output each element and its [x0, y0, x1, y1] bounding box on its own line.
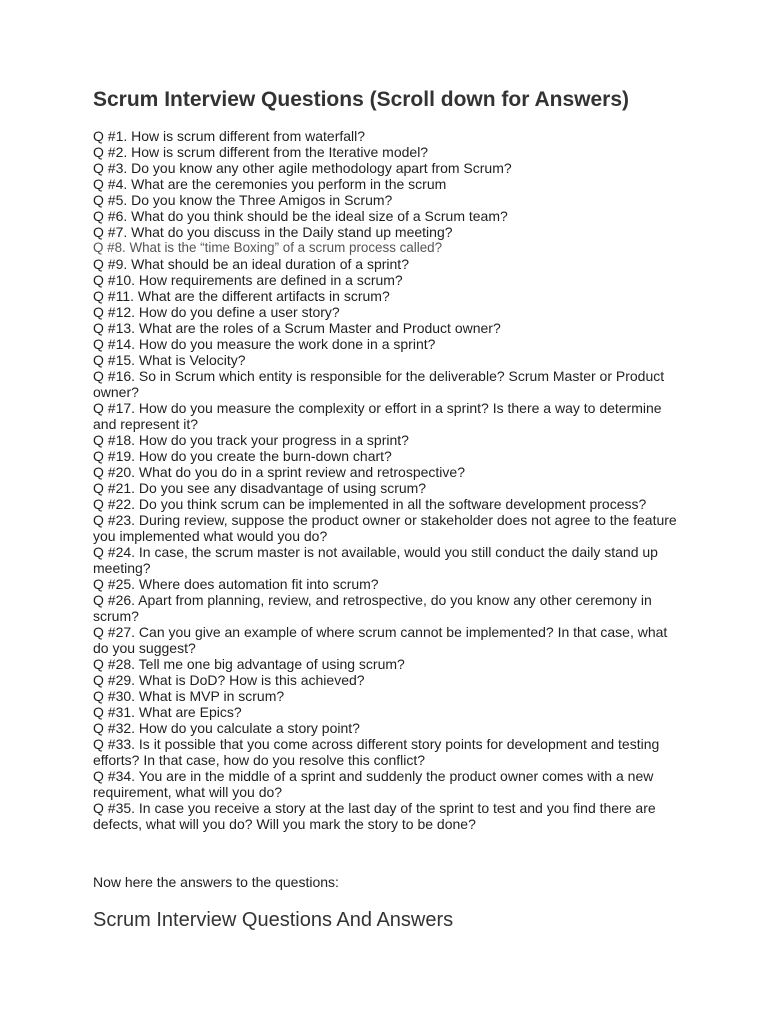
question-item: Q #33. Is it possible that you come across different story points for development and testing efforts? In that case, how do you resolve this conflict? — [93, 736, 660, 768]
question-item: Q #13. What are the roles of a Scrum Master and Product owner? — [93, 320, 501, 336]
question-item: Q #28. Tell me one big advantage of using scrum? — [93, 656, 405, 672]
question-item: Q #30. What is MVP in scrum? — [93, 688, 285, 704]
question-item: Q #32. How do you calculate a story point? — [93, 720, 360, 736]
question-item: Q #25. Where does automation fit into scrum? — [93, 576, 379, 592]
question-item: Q #12. How do you define a user story? — [93, 304, 340, 320]
answers-heading: Scrum Interview Questions And Answers — [93, 909, 454, 931]
question-item: Q #23. During review, suppose the product owner or stakeholder does not agree to the feature you implemented what would you do? — [93, 512, 677, 544]
question-item: Q #27. Can you give an example of where scrum cannot be implemented? In that case, what do you suggest? — [93, 624, 668, 656]
question-item: Q #1. How is scrum different from waterfall? — [93, 128, 366, 144]
question-item: Q #19. How do you create the burn-down chart? — [93, 448, 392, 464]
question-item: Q #35. In case you receive a story at the last day of the sprint to test and you find there are defects, what will you do? Will you mark the story to be done? — [93, 800, 656, 832]
question-item: Q #14. How do you measure the work done in a sprint? — [93, 336, 436, 352]
answers-intro: Now here the answers to the questions: — [93, 874, 339, 890]
question-item: Q #22. Do you think scrum can be implemented in all the software development process? — [93, 496, 647, 512]
question-item: Q #6. What do you think should be the ideal size of a Scrum team? — [93, 208, 508, 224]
question-item: Q #9. What should be an ideal duration of a sprint? — [93, 256, 409, 272]
question-item: Q #4. What are the ceremonies you perform in the scrum — [93, 176, 447, 192]
question-item: Q #29. What is DoD? How is this achieved? — [93, 672, 365, 688]
question-item: Q #18. How do you track your progress in a sprint? — [93, 432, 409, 448]
question-item: Q #8. What is the “time Boxing” of a scrum process called? — [93, 240, 443, 255]
question-item: Q #17. How do you measure the complexity or effort in a sprint? Is there a way to determine and represent it? — [93, 400, 662, 432]
question-item: Q #10. How requirements are defined in a scrum? — [93, 272, 403, 288]
question-item: Q #7. What do you discuss in the Daily stand up meeting? — [93, 224, 453, 240]
page-title: Scrum Interview Questions (Scroll down for Answers) — [93, 88, 629, 111]
question-item: Q #15. What is Velocity? — [93, 352, 246, 368]
question-item: Q #16. So in Scrum which entity is responsible for the deliverable? Scrum Master or Product owner? — [93, 368, 665, 400]
question-item: Q #11. What are the different artifacts in scrum? — [93, 288, 390, 304]
question-item: Q #5. Do you know the Three Amigos in Scrum? — [93, 192, 393, 208]
question-item: Q #2. How is scrum different from the Iterative model? — [93, 144, 429, 160]
question-item: Q #20. What do you do in a sprint review and retrospective? — [93, 464, 465, 480]
question-item: Q #31. What are Epics? — [93, 704, 242, 720]
question-item: Q #24. In case, the scrum master is not available, would you still conduct the daily stand up meeting? — [93, 544, 658, 576]
question-item: Q #3. Do you know any other agile methodology apart from Scrum? — [93, 160, 512, 176]
question-list — [93, 128, 683, 832]
question-item: Q #21. Do you see any disadvantage of using scrum? — [93, 480, 427, 496]
question-item: Q #26. Apart from planning, review, and retrospective, do you know any other ceremony in scrum? — [93, 592, 652, 624]
question-item: Q #34. You are in the middle of a sprint and suddenly the product owner comes with a new requirement, what will you do? — [93, 768, 654, 800]
